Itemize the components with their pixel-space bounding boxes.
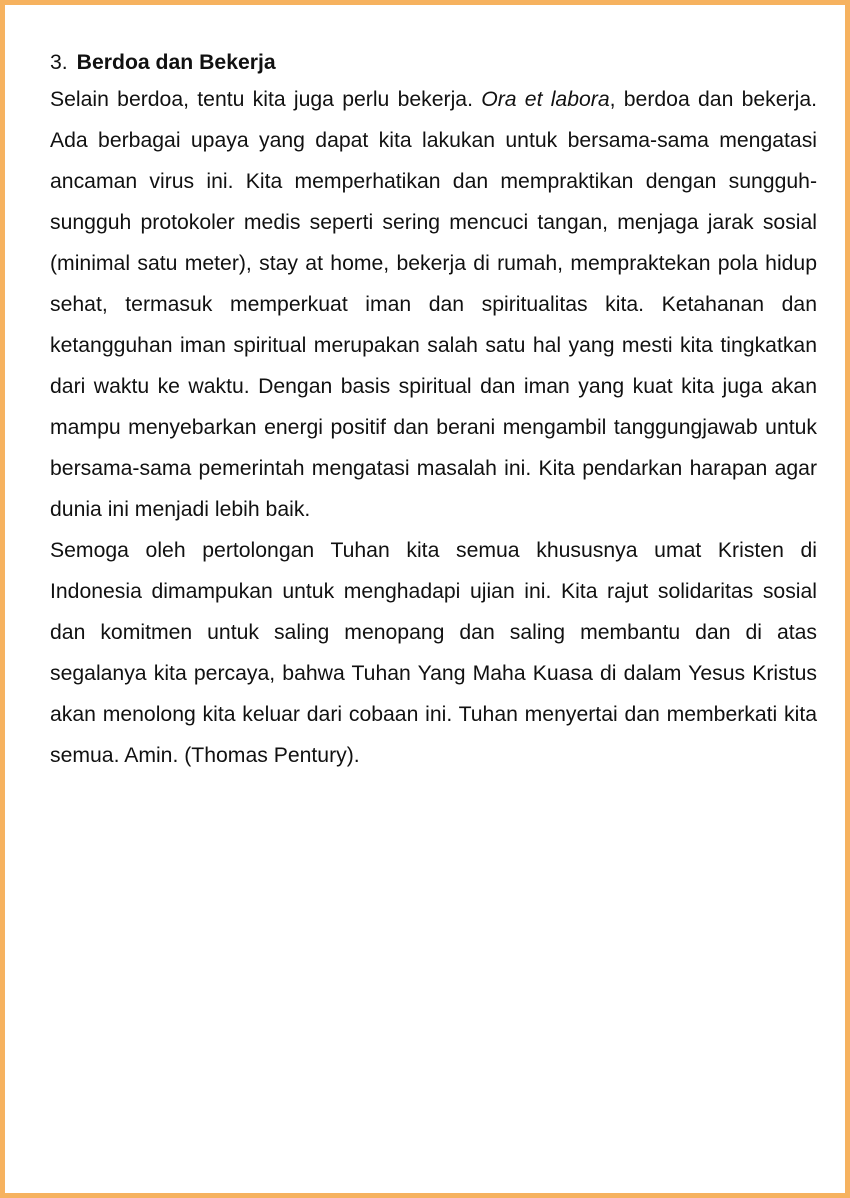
paragraph-2: Semoga oleh pertolongan Tuhan kita semua khususnya umat Kristen di Indonesia dimampukan untuk menghadapi ujian ini. Kita rajut solidaritas sosial dan komitmen untuk saling menopang dan saling membantu dan di atas segalanya kita percaya, bahwa Tuhan Yang Maha Kuasa di dalam Yesus Kristus akan menolong kita keluar dari cobaan ini. Tuhan menyertai dan memberkati kita semua. Amin. (Thomas Pentury). <box>50 539 817 767</box>
paragraph-1 <box>50 79 817 530</box>
paragraph-1-text-b: , berdoa dan bekerja. Ada berbagai upaya yang dapat kita lakukan untuk bersama-sama mengatasi ancaman virus ini. Kita memperhatikan dan mempraktikan dengan sungguh-sungguh protokoler medis seperti sering mencuci tangan, menjaga jarak sosial (minimal satu meter), stay at home, bekerja di rumah, mempraktekan pola hidup sehat, termasuk memperkuat iman dan spiritualitas kita. Ketahanan dan ketangguhan iman spiritual merupakan salah satu hal yang mesti kita tingkatkan dari waktu ke waktu. Dengan basis spiritual dan iman yang kuat kita juga akan mampu menyebarkan energi positif dan berani mengambil tanggungjawab untuk bersama-sama pemerintah mengatasi masalah ini. Kita pendarkan harapan agar dunia ini menjadi lebih baik. <box>50 88 817 521</box>
document-body <box>50 47 817 776</box>
section-title: Berdoa dan Bekerja <box>76 51 276 74</box>
section-number: 3. <box>50 51 68 74</box>
paragraph-1-italic-phrase: Ora et labora <box>481 88 610 111</box>
paragraph-1-text-a: Selain berdoa, tentu kita juga perlu bekerja. <box>50 88 482 111</box>
section-heading <box>50 47 817 79</box>
